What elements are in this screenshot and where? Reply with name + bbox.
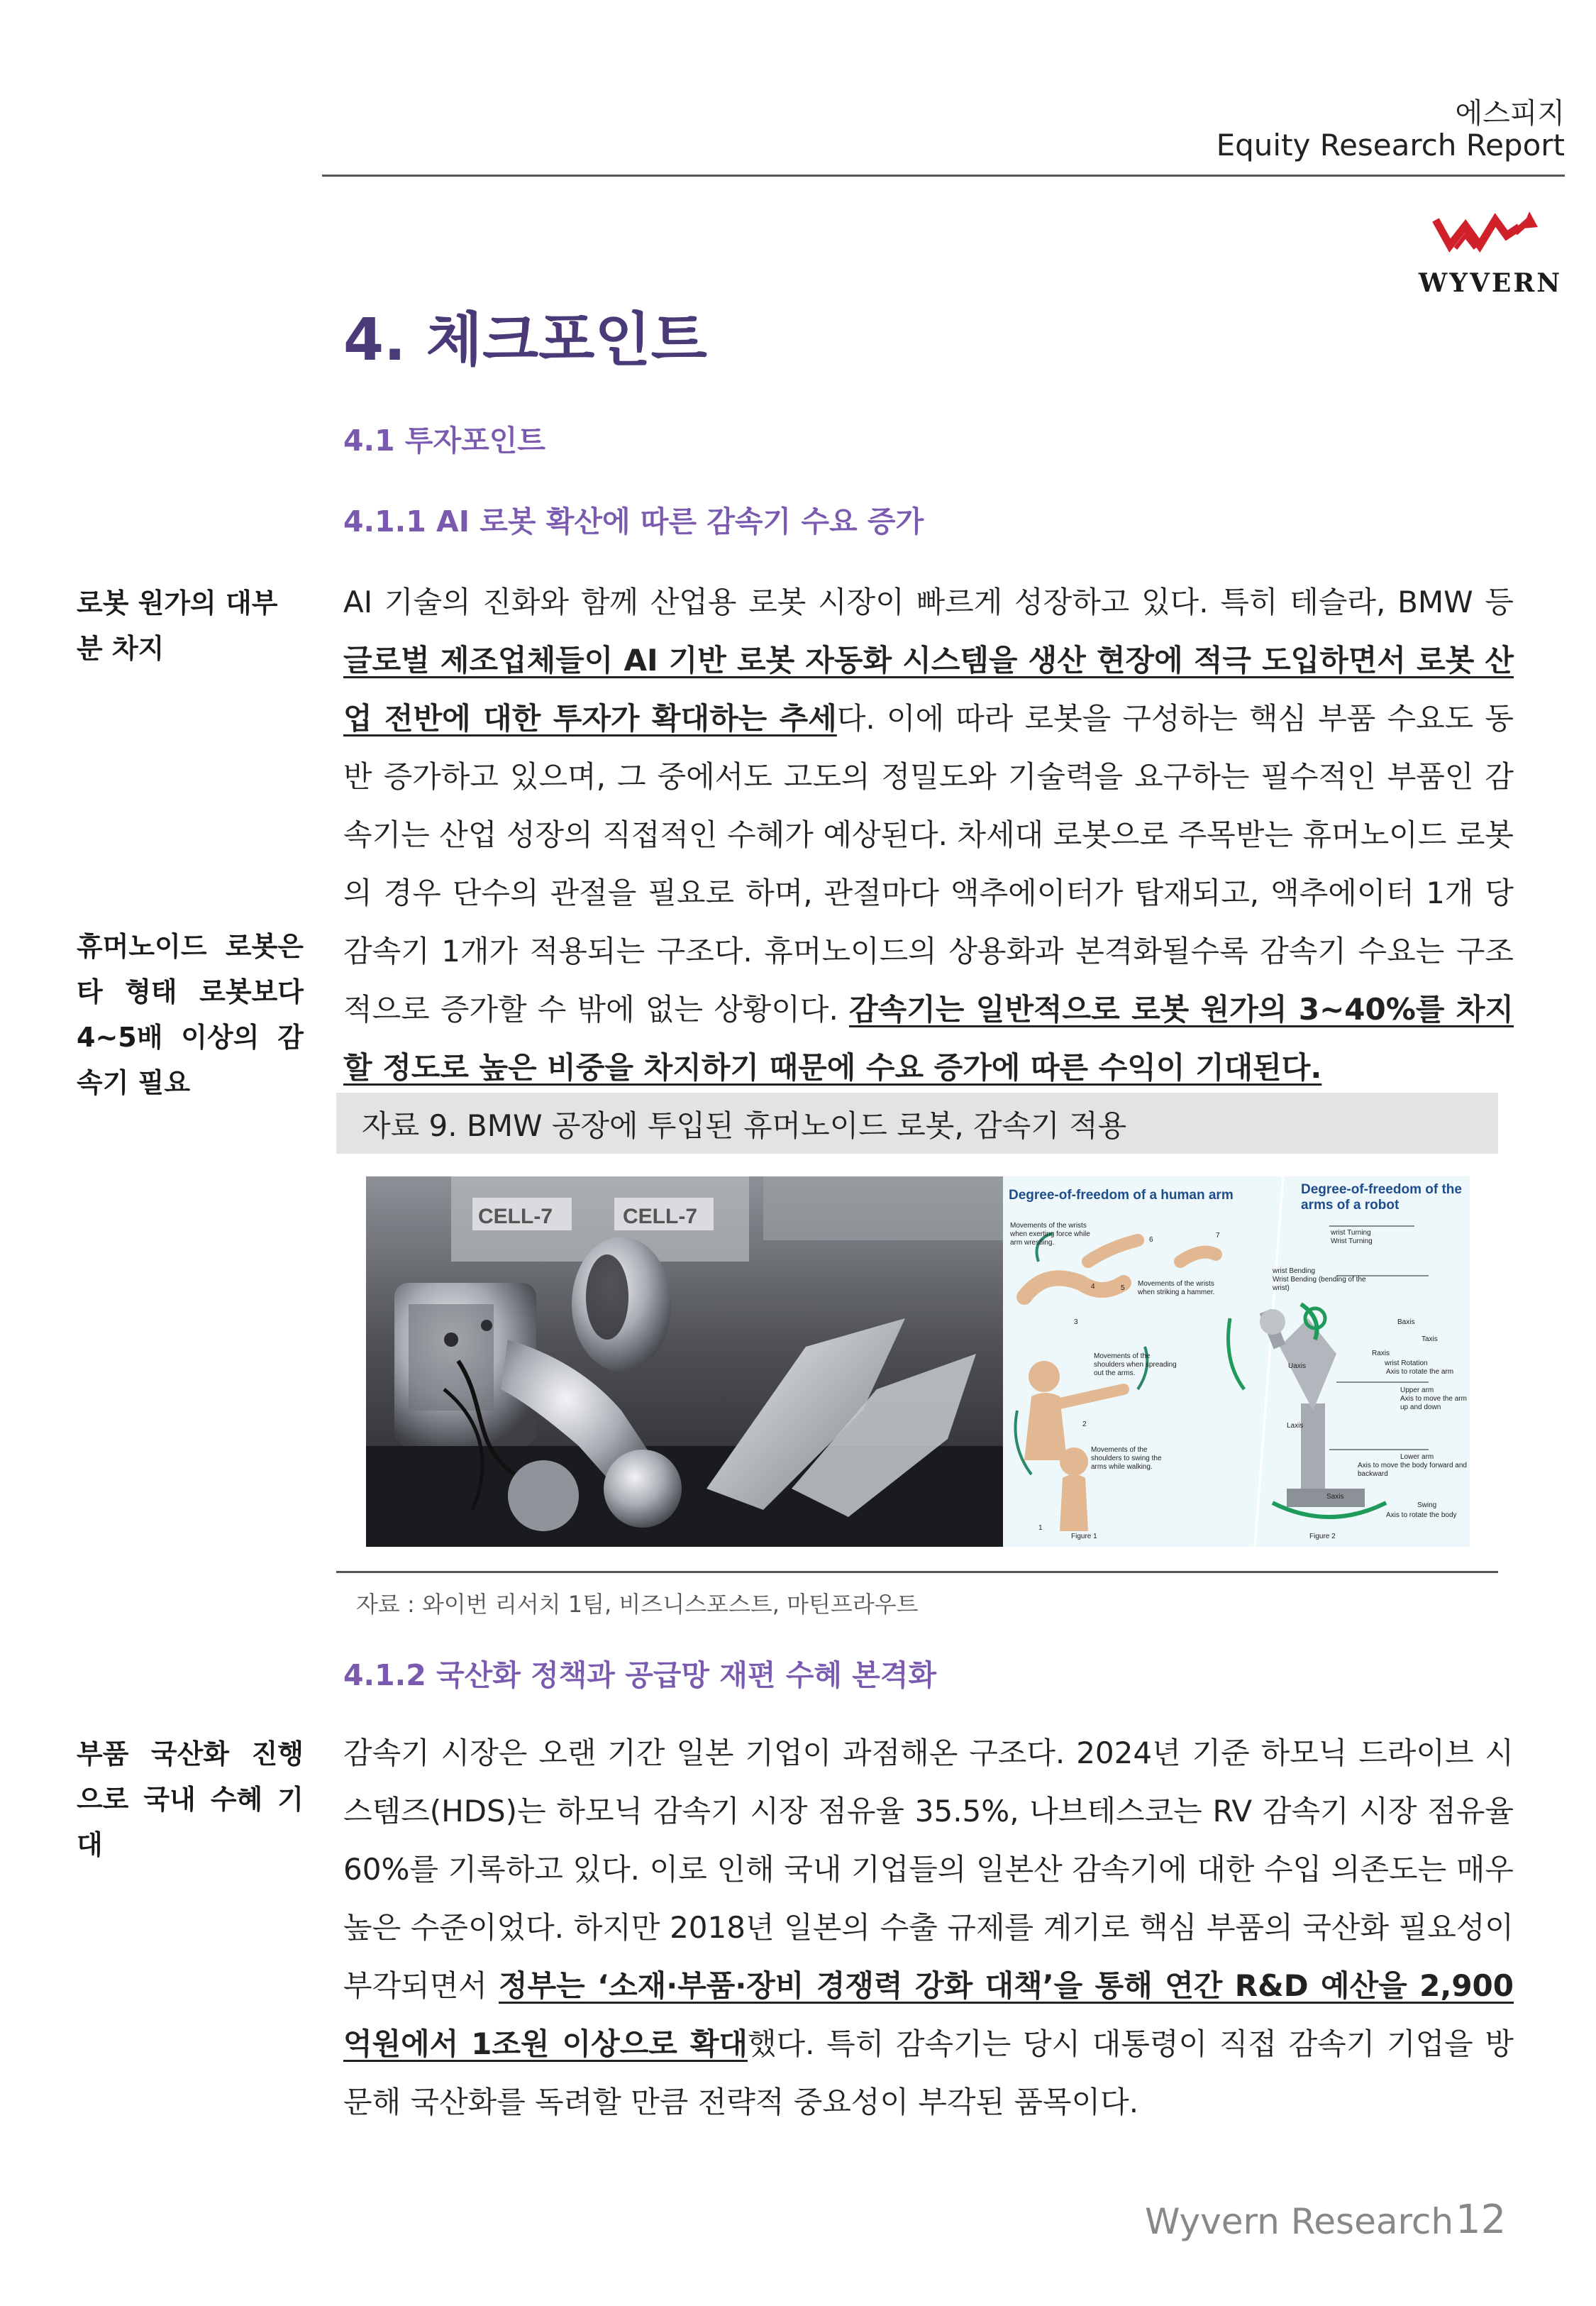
note-wrists-hammer: Movements of the wrists when striking a hammer.: [1138, 1280, 1215, 1296]
axis-l: Laxis: [1287, 1422, 1304, 1430]
figure-caption: 자료 9. BMW 공장에 투입된 휴머노이드 로봇, 감속기 적용: [362, 1108, 1127, 1143]
note-wrists-arm-wrestling: Movements of the wrists when exerting force while arm wrestling.: [1010, 1222, 1090, 1247]
page-number: 12: [1456, 2197, 1507, 2243]
dof-number-6: 6: [1149, 1236, 1153, 1244]
topic2-text-1: 감속기 시장은 오랜 기간 일본 기업이 과점해온 구조다. 2024년 기준 하모닉 드라이브 시스템즈(HDS)는 하모닉 감속기 시장 점유율 35.5%, 나브테스코는 RV 감속기 시장 점유율 60%를 기록하고 있다. 이로 인해 국내 기업들의 일본산 감속기에 대한 수입 의존도는 매우 높은 수준이었다. 하지만 2018년 일본의 수출 규제를 계기로 핵심 부품의 국산화 필요성이 부각되면서: [343, 1736, 1514, 2003]
dof-number-7: 7: [1216, 1232, 1220, 1240]
axis-s: Saxis: [1326, 1493, 1344, 1501]
topic2-highlight-1: 정부는 ‘소재·부품·장비 경쟁력 강화 대책’을 통해 연간 R&D 예산을 2,900억원에서 1조원 이상으로 확대: [343, 1968, 1514, 2061]
topic1-body: [343, 573, 1514, 1097]
figure-2-label: Figure 2: [1309, 1533, 1336, 1540]
axis-swing: Swing: [1417, 1501, 1437, 1509]
topic1-highlight-2: 감속기는 일반적으로 로봇 원가의 3~40%를 차지할 정도로 높은 비중을 차지하기 때문에 수요 증가에 따른 수익이 기대된다.: [343, 992, 1514, 1085]
dof-number-5: 5: [1121, 1284, 1125, 1292]
cell-sign-1: CELL-7: [478, 1205, 553, 1228]
axis-lower-arm-desc: Axis to move the body forward and backward: [1358, 1462, 1467, 1478]
figure: [366, 1176, 1470, 1547]
degree-of-freedom-diagram: [1003, 1176, 1470, 1547]
axis-b: Baxis: [1397, 1318, 1415, 1326]
header-divider: [322, 175, 1565, 177]
robot-arm-title: Degree-of-freedom of the arms of a robot: [1301, 1182, 1462, 1213]
axis-u: Uaxis: [1288, 1362, 1307, 1370]
axis-upper-arm-desc: Axis to move the arm up and down: [1400, 1395, 1467, 1411]
topic1-highlight-1: 글로벌 제조업체들이 AI 기반 로봇 자동화 시스템을 생산 현장에 적극 도입하면서 로봇 산업 전반에 대한 투자가 확대하는 추세: [343, 643, 1514, 736]
note-shoulders-walking: Movements of the shoulders to swing the arms while walking.: [1091, 1446, 1162, 1471]
section-title: 4. 체크포인트: [343, 307, 707, 374]
axis-wrist-bending: wrist Bending: [1273, 1267, 1316, 1275]
source-divider: [336, 1571, 1498, 1573]
footer-brand: Wyvern Research: [1145, 2201, 1454, 2242]
axis-upper-arm: Upper arm: [1400, 1386, 1434, 1394]
axis-rotate-arm: Axis to rotate the arm: [1386, 1368, 1454, 1376]
axis-wrist-rotation: wrist Rotation: [1385, 1359, 1428, 1367]
axis-rotate-body: Axis to rotate the body: [1386, 1511, 1457, 1519]
bmw-humanoid-robot-photo: [366, 1176, 1003, 1547]
robot-photo-illustration: [366, 1176, 1003, 1547]
side-note-cost-share: 로봇 원가의 대부분 차지: [77, 587, 278, 664]
axis-wrist-bending-desc: Wrist Bending (bending of the wrist): [1273, 1276, 1366, 1292]
axis-t: Taxis: [1422, 1335, 1438, 1343]
dof-number-2: 2: [1082, 1420, 1087, 1428]
logo-wordmark: WYVERN: [1418, 268, 1563, 298]
axis-lower-arm: Lower arm: [1400, 1453, 1434, 1461]
company-name: 에스피지: [1455, 97, 1565, 130]
wyvern-logo: [1416, 204, 1565, 304]
wyvern-logo-icon: [1416, 204, 1565, 268]
human-arm-title: Degree-of-freedom of a human arm: [1009, 1188, 1234, 1203]
side-note-localization: 부품 국산화 진행으로 국내 수혜 기대: [77, 1738, 304, 1860]
report-type: Equity Research Report: [1216, 128, 1565, 162]
dof-number-4: 4: [1091, 1283, 1095, 1291]
axis-r: Raxis: [1372, 1350, 1390, 1357]
topic1-text-2: 다. 이에 따라 로봇을 구성하는 핵심 부품 수요도 동반 증가하고 있으며, 그 중에서도 고도의 정밀도와 기술력을 요구하는 필수적인 부품인 감속기는 산업 성장의 직접적인 수혜가 예상된다. 차세대 로봇으로 주목받는 휴머노이드 로봇의 경우 단수의 관절을 필요로 하며, 관절마다 액추에이터가 탑재되고, 액추에이터 1개 당 감속기 1개가 적용되는 구조다. 휴머노이드의 상용화과 본격화될수록 감속기 수요는 구조적으로 증가할 수 밖에 없는 상황이다.: [343, 701, 1514, 1027]
dof-number-1: 1: [1038, 1524, 1043, 1532]
topic2-body: [343, 1724, 1514, 2131]
figure-caption-bar: [336, 1093, 1498, 1154]
figure-source: 자료 : 와이번 리서치 1팀, 비즈니스포스트, 마틴프라우트: [356, 1591, 919, 1618]
figure-1-label: Figure 1: [1071, 1533, 1097, 1540]
subsection-title: 4.1 투자포인트: [343, 424, 545, 458]
axis-wrist-turning: wrist Turning: [1331, 1229, 1371, 1237]
dof-number-3: 3: [1074, 1318, 1078, 1326]
topic1-text-1: AI 기술의 진화와 함께 산업용 로봇 시장이 빠르게 성장하고 있다. 특히 테슬라, BMW 등: [343, 585, 1514, 619]
side-note-humanoid: 휴머노이드 로봇은 타 형태 로봇보다 4~5배 이상의 감속기 필요: [77, 931, 304, 1098]
cell-sign-2: CELL-7: [623, 1205, 697, 1228]
axis-wrist-turning-desc: Wrist Turning: [1331, 1237, 1373, 1245]
topic1-title: 4.1.1 AI 로봇 확산에 따른 감속기 수요 증가: [343, 504, 924, 539]
topic2-text-2: 했다. 특히 감속기는 당시 대통령이 직접 감속기 기업을 방문해 국산화를 독려할 만큼 전략적 중요성이 부각된 품목이다.: [343, 2026, 1514, 2119]
note-shoulders-spreading: Movements of the shoulders when spreading out the arms.: [1094, 1352, 1177, 1377]
topic2-title: 4.1.2 국산화 정책과 공급망 재편 수혜 본격화: [343, 1658, 937, 1692]
